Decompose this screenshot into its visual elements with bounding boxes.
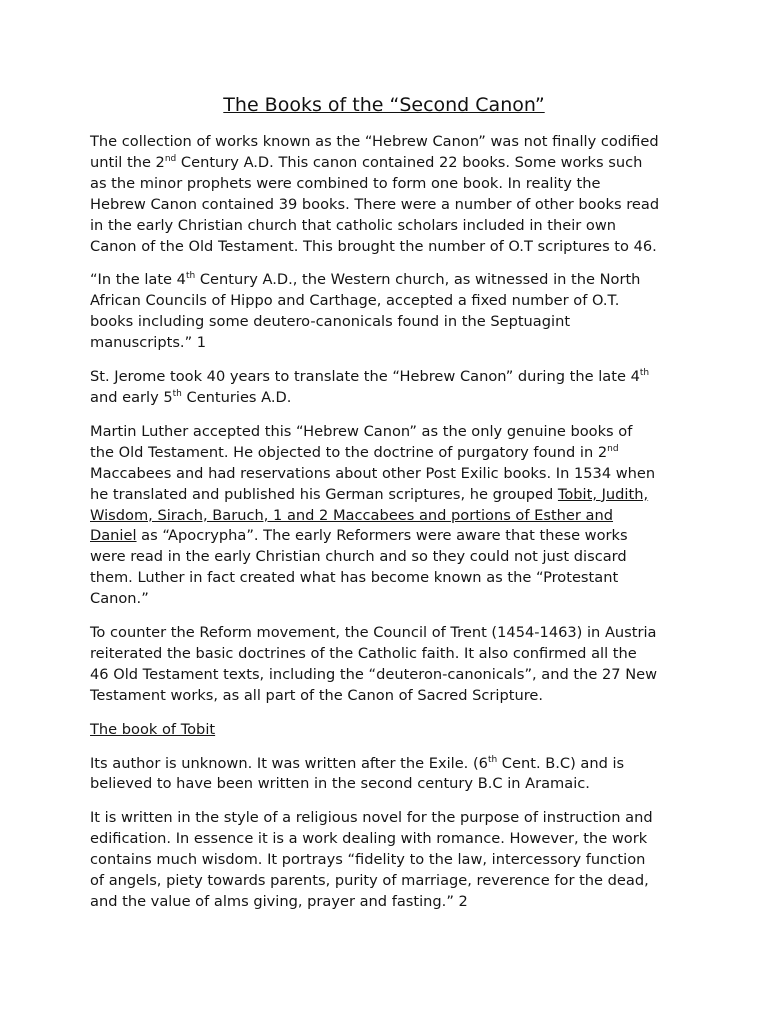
text-line [90,589,690,610]
superscript: th [639,368,650,379]
text-run: edification. In essence it is a work dealing with romance. However, the work [90,830,648,848]
text-line [90,443,690,464]
text-line [90,485,690,506]
paragraph [90,754,690,796]
text-run: of angels, piety towards parents, purity of marriage, reverence for the dead, [90,872,649,890]
text-line [90,216,690,237]
paragraph [90,270,690,354]
text-line [90,291,690,312]
text-run: Canon.” [90,590,149,608]
text-line [90,174,690,195]
superscript: th [172,388,182,399]
text-line [90,237,690,258]
text-run: Martin Luther accepted this “Hebrew Canon” as the only genuine books of [90,422,633,440]
text-run: Century A.D. This canon contained 22 books. Some works such [176,153,643,171]
superscript: th [487,754,498,765]
text-line [90,195,690,216]
text-line [90,270,690,291]
text-run: St. Jerome took 40 years to translate the “Hebrew Canon” during the late 4 [90,368,640,386]
text-run: Hebrew Canon contained 39 books. There were a number of other books read [90,195,660,213]
text-line [90,808,690,829]
text-run: To counter the Reform movement, the Council of Trent (1454-1463) in Austria [90,624,657,642]
text-line [90,367,690,388]
text-line [90,422,690,443]
text-run: African Councils of Hippo and Carthage, accepted a fixed number of O.T. [90,292,620,310]
text-run: contains much wisdom. It portrays “fidelity to the law, intercessory function [90,851,646,869]
paragraph [90,422,690,610]
text-run: in the early Christian church that catholic scholars included in their own [90,216,617,234]
text-run: as “Apocrypha”. The early Reformers were aware that these works [136,527,628,545]
text-run: until the 2 [90,153,165,171]
text-run: were read in the early Christian church and so they could not just discard [90,548,627,566]
underlined-text: The book of Tobit [90,720,216,738]
paragraph [90,367,690,409]
text-run: and the value of alms giving, prayer and fasting.” 2 [90,893,468,910]
text-line [90,829,690,850]
text-line [90,644,690,665]
superscript: th [185,271,196,282]
text-line [90,892,690,913]
text-line [90,132,690,153]
text-run: Centuries A.D. [181,388,292,406]
text-line [90,720,690,741]
text-run: believed to have been written in the second century B.C in Aramaic. [90,775,590,793]
document-body [90,132,690,926]
underlined-text: Daniel [90,527,137,545]
text-run: 46 Old Testament texts, including the “deuteron-canonicals”, and the 27 New [90,665,658,683]
text-line [90,623,690,644]
text-run: reiterated the basic doctrines of the Catholic faith. It also confirmed all the [90,644,637,662]
text-run: Testament works, as all part of the Canon of Sacred Scripture. [90,686,543,704]
superscript: nd [607,443,619,454]
text-run: as the minor prophets were combined to form one book. In reality the [90,174,601,192]
text-line [90,850,690,871]
paragraph [90,623,690,707]
underlined-text: Tobit, Judith, [557,485,649,503]
text-run: The collection of works known as the “Hebrew Canon” was not finally codified [90,133,659,150]
superscript: nd [164,153,177,164]
text-line [90,333,690,354]
page-title: The Books of the “Second Canon” [223,94,545,116]
text-run: books including some deutero-canonicals found in the Septuagint [90,313,571,331]
text-line [90,547,690,568]
text-run: Its author is unknown. It was written after the Exile. (6 [90,754,488,772]
text-line [90,312,690,333]
text-run: It is written in the style of a religious novel for the purpose of instruction and [90,809,653,827]
text-line [90,686,690,707]
text-line [90,388,690,409]
text-run: and early 5 [90,388,173,406]
text-line [90,568,690,589]
text-run: Cent. B.C) and is [497,754,625,772]
text-run: Century A.D., the Western church, as witnessed in the North [195,271,641,289]
text-run: Maccabees and had reservations about other Post Exilic books. In 1534 when [90,464,656,482]
text-line [90,153,690,174]
paragraph [90,132,690,257]
text-line [90,774,690,795]
section-heading [90,720,690,741]
text-line [90,526,690,547]
text-run: Canon of the Old Testament. This brought the number of O.T scriptures to 46. [90,237,657,255]
underlined-text: Wisdom, Sirach, Baruch, 1 and 2 Maccabees and portions of Esther and [90,506,614,524]
text-run: manuscripts.” 1 [90,334,207,352]
text-line [90,665,690,686]
text-line [90,754,690,775]
text-line [90,464,690,485]
paragraph [90,808,690,913]
text-line [90,506,690,527]
text-line [90,871,690,892]
text-run: he translated and published his German scriptures, he grouped [90,485,558,503]
text-run: them. Luther in fact created what has become known as the “Protestant [90,569,619,587]
text-run: the Old Testament. He objected to the doctrine of purgatory found in 2 [90,443,608,461]
text-run: “In the late 4 [90,271,186,289]
